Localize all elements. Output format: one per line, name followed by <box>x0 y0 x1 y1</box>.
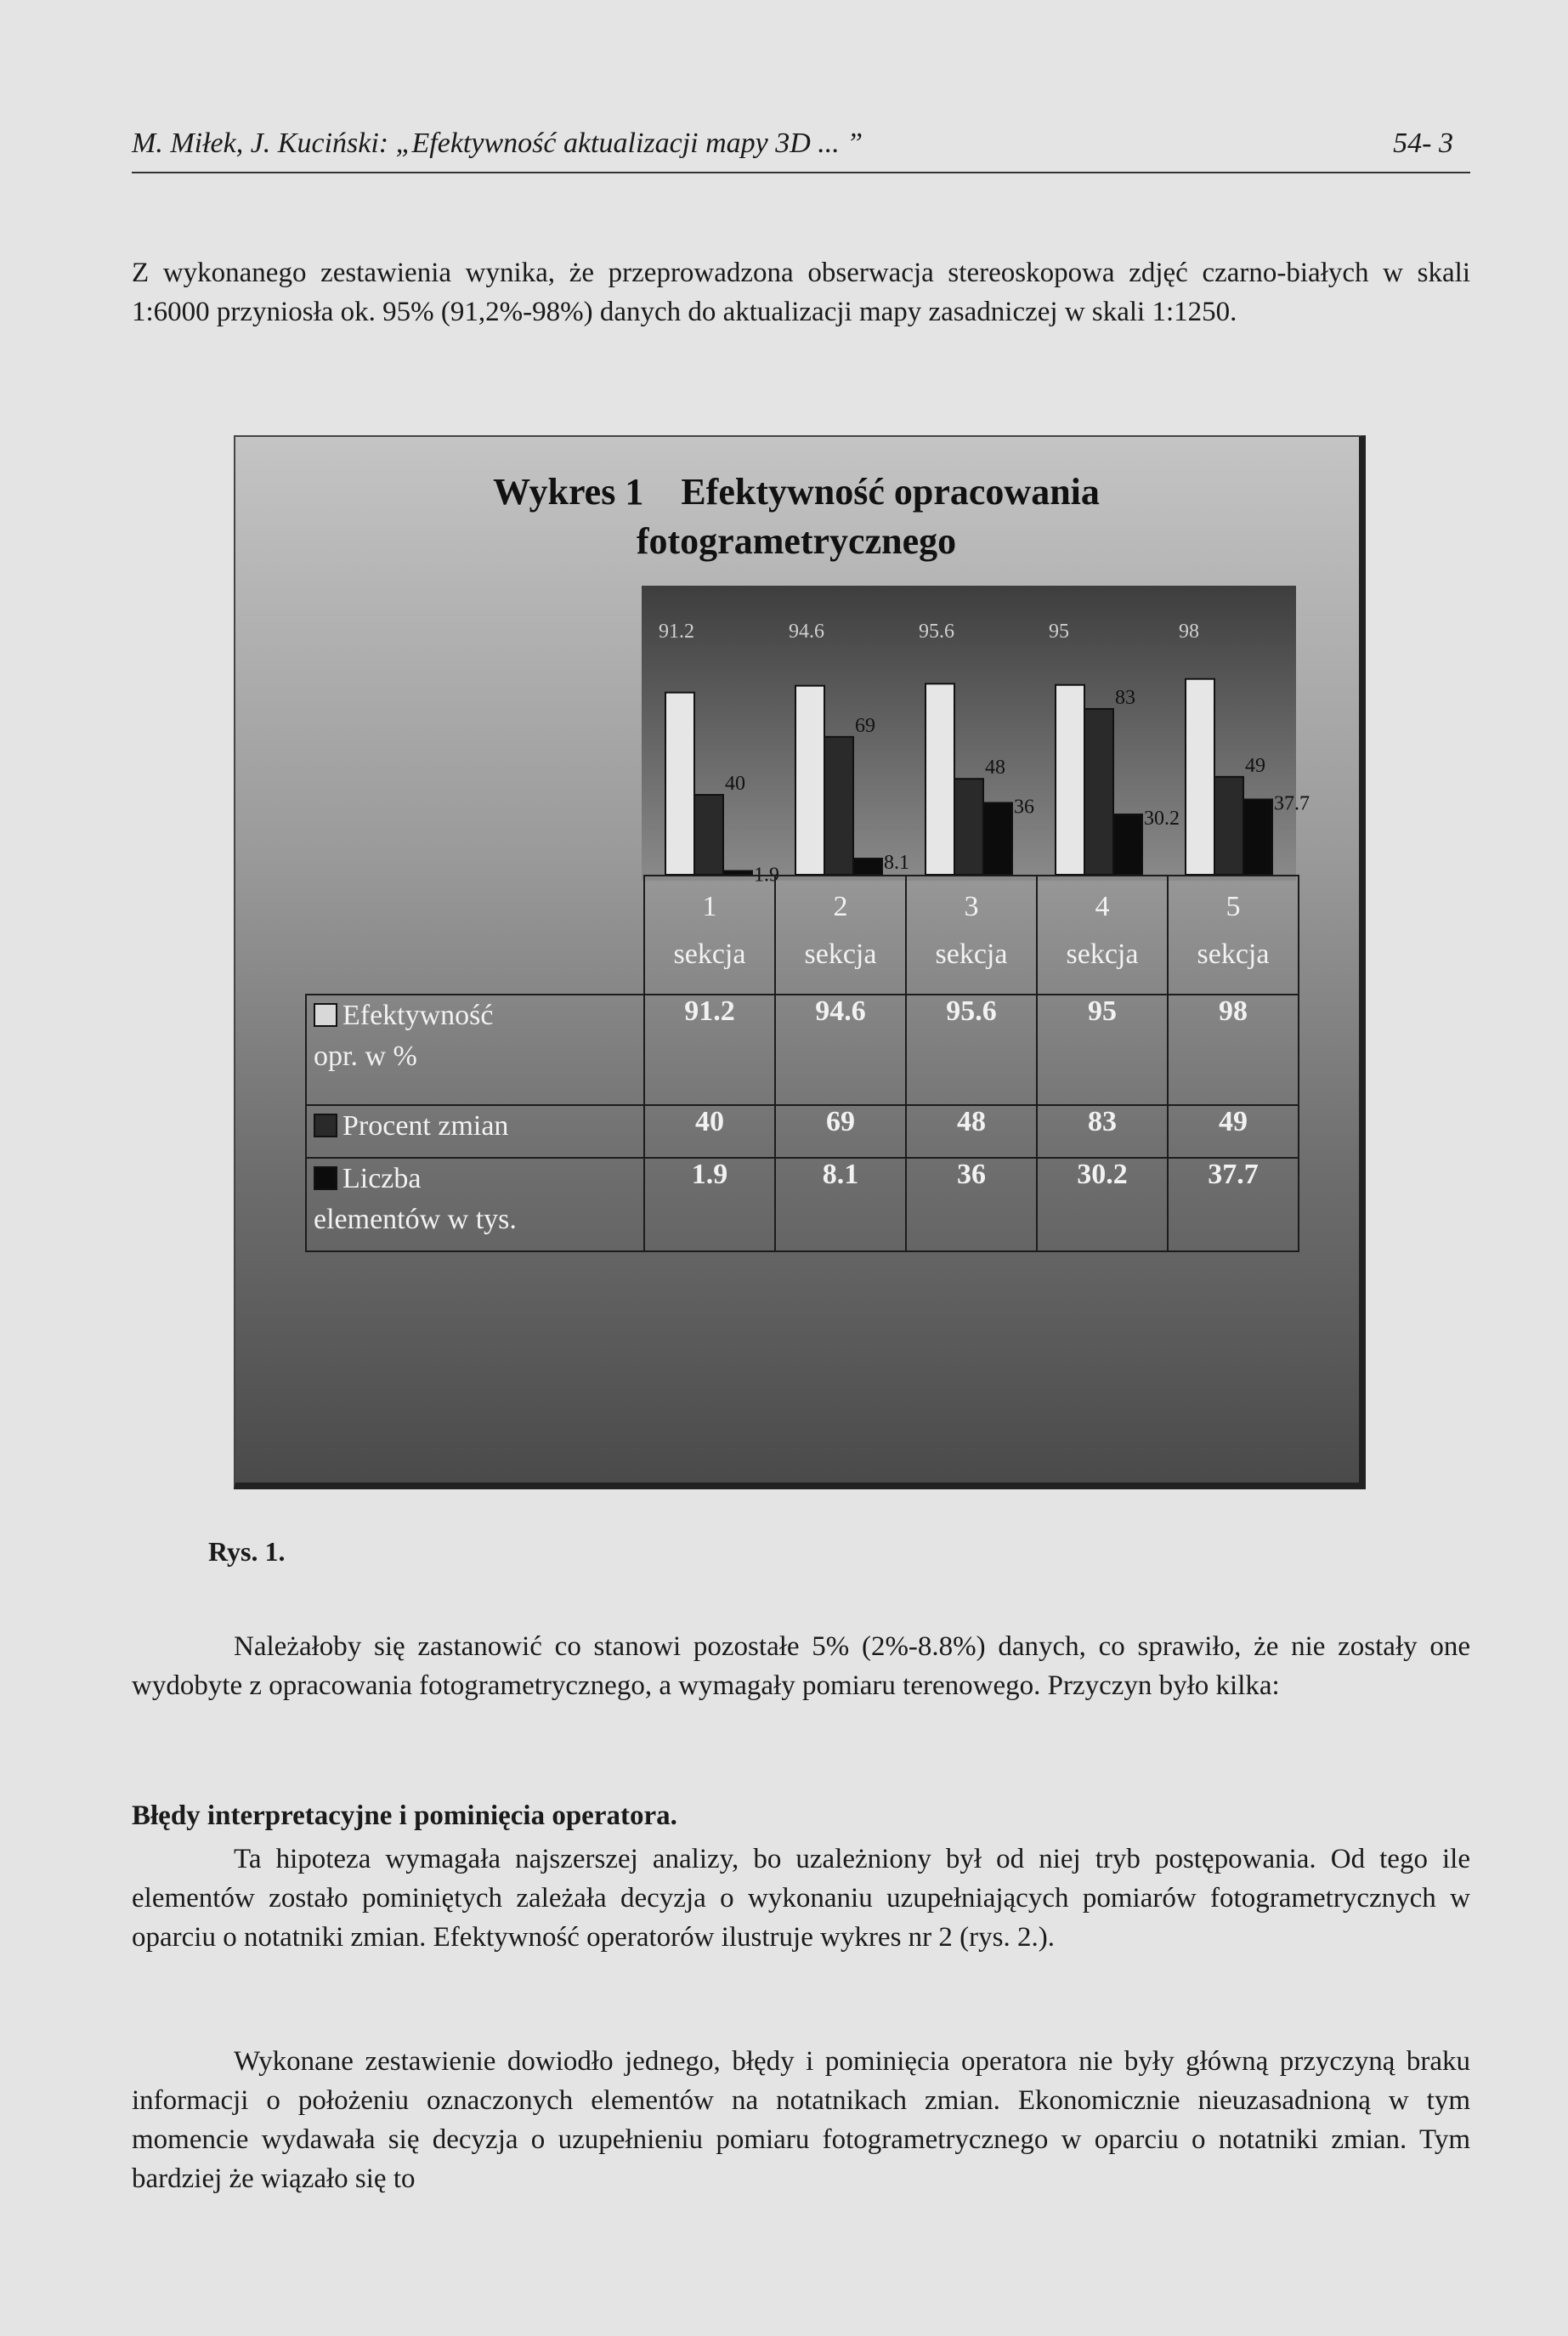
paragraph-intro: Z wykonanego zestawienia wynika, że przeprowadzona obserwacja stereoskopowa zdjęć czarno-białych w skali 1:6000 przyniosła ok. 95% (91,2%-98%) danych do aktualizacji mapy zasadniczej w skali 1:1250. <box>132 258 1470 327</box>
category-label: sekcja <box>935 938 1008 970</box>
table-row-efektywnosc <box>306 995 1299 1105</box>
bar-series1-cat2 <box>795 686 824 875</box>
bar-series2-cat5 <box>1214 777 1243 875</box>
category-num: 3 <box>964 891 979 922</box>
table-cell: 36 <box>906 1158 1037 1251</box>
category-num: 1 <box>702 891 717 922</box>
table-cell: 30.2 <box>1037 1158 1168 1251</box>
category-header-4 <box>1037 876 1168 995</box>
running-header <box>132 128 1470 173</box>
table-cell: 37.7 <box>1168 1158 1299 1251</box>
section-heading: Błędy interpretacyjne i pominięcia operatora. <box>132 1800 677 1831</box>
table-cell: 98 <box>1168 995 1299 1105</box>
bar-series2-cat4 <box>1084 709 1113 875</box>
table-row-liczba <box>306 1158 1299 1251</box>
bar-series2-cat2 <box>824 737 853 875</box>
bar-series2-cat3 <box>954 779 983 875</box>
bar-series1-cat3 <box>926 683 954 875</box>
bar-label: 8.1 <box>884 851 909 874</box>
bar-label: 49 <box>1245 754 1265 777</box>
chart-figure <box>234 435 1366 1489</box>
category-label: sekcja <box>804 938 877 970</box>
table-cell: 48 <box>906 1105 1037 1158</box>
category-header-3 <box>906 876 1037 995</box>
bar-label: 69 <box>855 714 875 737</box>
paragraph-remaining-data: Należałoby się zastanowić co stanowi pozostałe 5% (2%-8.8%) danych, co sprawiło, że nie zostały one wydobyte z opracowania fotogrametrycznego, a wymagały pomiaru terenowego. Przyczyn było kilka: <box>132 1631 1470 1701</box>
chart-title-line2: fotogrametrycznego <box>636 520 957 562</box>
bar-label: 95.6 <box>919 621 954 643</box>
table-cell: 83 <box>1037 1105 1168 1158</box>
legend-swatch-black <box>314 1166 337 1190</box>
category-num: 5 <box>1226 891 1241 922</box>
category-label: sekcja <box>1066 938 1139 970</box>
figure-caption: Rys. 1. <box>208 1536 286 1567</box>
header-authors-title: M. Miłek, J. Kuciński: „Efektywność aktualizacji mapy 3D ... ” <box>132 128 863 159</box>
table-cell: 1.9 <box>644 1158 775 1251</box>
category-header-5 <box>1168 876 1299 995</box>
bar-label: 94.6 <box>789 621 824 643</box>
table-cell: 8.1 <box>775 1158 906 1251</box>
legend-swatch-light <box>314 1003 337 1027</box>
table-cell: 94.6 <box>775 995 906 1105</box>
table-cell: 40 <box>644 1105 775 1158</box>
bar-label: 83 <box>1115 686 1135 709</box>
legend-swatch-dark <box>314 1114 337 1137</box>
bar-series3-cat3 <box>983 802 1012 875</box>
bar-series1-cat4 <box>1056 685 1084 875</box>
bar-series1-cat5 <box>1186 679 1214 875</box>
table-cell: 95 <box>1037 995 1168 1105</box>
table-cell: 91.2 <box>644 995 775 1105</box>
bar-label: 98 <box>1179 621 1199 643</box>
table-header-row <box>306 876 1299 995</box>
series-name-line2: elementów w tys. <box>314 1204 517 1235</box>
bar-label: 95 <box>1049 621 1069 643</box>
table-cell: 69 <box>775 1105 906 1158</box>
page-number: 54- 3 <box>1393 128 1453 159</box>
row-label-liczba <box>306 1158 644 1251</box>
series-name: Liczba <box>342 1163 422 1194</box>
bar-label: 91.2 <box>659 621 694 643</box>
series-name: Efektywność <box>342 1000 494 1031</box>
paragraph-conclusion: Wykonane zestawienie dowiodło jednego, błędy i pominięcia operatora nie były główną przyczyną braku informacji o położeniu oznaczonych elementów na notatnikach zmian. Ekonomicznie nieuzasadnioną w tym momencie wydawała się decyzja o uzupełnieniu pomiaru fotogrametrycznego w oparciu o notatniki zmian. Tym bardziej że wiązało się to <box>132 2046 1470 2194</box>
category-label: sekcja <box>1197 938 1270 970</box>
bar-label: 40 <box>725 773 745 795</box>
bar-series3-cat4 <box>1113 814 1142 875</box>
bar-label: 48 <box>985 757 1005 780</box>
category-header-1 <box>644 876 775 995</box>
bar-label: 36 <box>1014 796 1034 819</box>
series-name-line2: opr. w % <box>314 1040 417 1072</box>
chart-data-table <box>305 875 1299 1252</box>
row-label-efektywnosc <box>306 995 644 1105</box>
bar-label: 1.9 <box>754 864 779 887</box>
category-label: sekcja <box>673 938 746 970</box>
bar-label: 37.7 <box>1274 792 1310 815</box>
table-corner <box>306 876 644 995</box>
row-label-procent-zmian <box>306 1105 644 1158</box>
chart-title-line1: Wykres 1 Efektywność opracowania <box>493 471 1100 513</box>
category-num: 4 <box>1095 891 1110 922</box>
bar-series3-cat5 <box>1243 799 1272 875</box>
paragraph-hypothesis: Ta hipoteza wymagała najszerszej analizy, bo uzależniony był od niej tryb postępowania. Od tego ile elementów zostało pominiętych zależała decyzja o wykonaniu uzupełniających pomiarów fotogrametrycznych w oparciu o notatniki zmian. Efektywność operatorów ilustruje wykres nr 2 (rys. 2.). <box>132 1844 1470 1953</box>
bar-series1-cat1 <box>665 693 694 875</box>
category-header-2 <box>775 876 906 995</box>
bar-label: 30.2 <box>1144 808 1180 831</box>
bar-series3-cat2 <box>853 859 882 875</box>
table-row-procent-zmian <box>306 1105 1299 1158</box>
bar-chart-svg <box>235 437 1357 887</box>
category-num: 2 <box>833 891 848 922</box>
table-cell: 95.6 <box>906 995 1037 1105</box>
bar-series2-cat1 <box>694 795 723 875</box>
series-name: Procent zmian <box>342 1110 509 1142</box>
table-cell: 49 <box>1168 1105 1299 1158</box>
